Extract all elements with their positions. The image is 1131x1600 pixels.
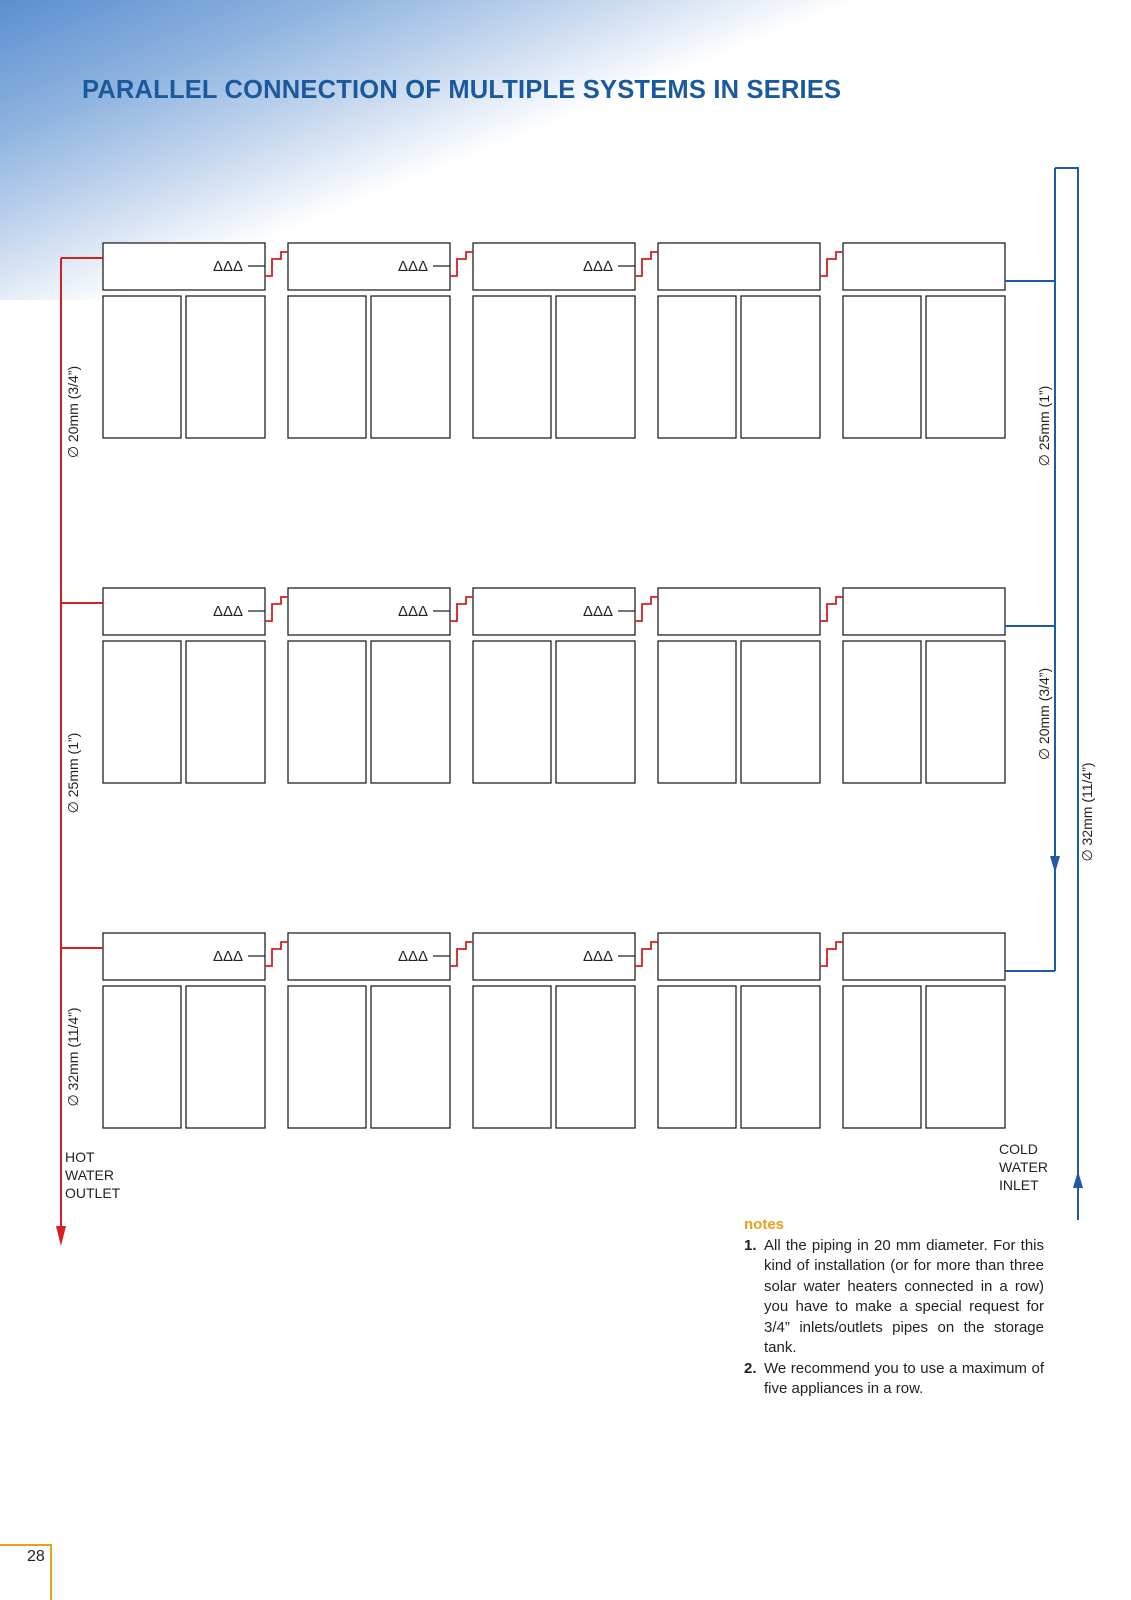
note-number: 2.: [744, 1359, 757, 1377]
collector-panel: [103, 986, 181, 1128]
notes-heading: notes: [744, 1216, 785, 1233]
storage-tank: [658, 933, 820, 980]
collector-panel: [843, 296, 921, 438]
tank-connector-pipe: [820, 252, 843, 276]
page-number-rule: [0, 1544, 52, 1546]
collector-panel: [741, 986, 820, 1128]
tank-connector-pipe: [265, 252, 288, 276]
collector-panel: [556, 641, 635, 783]
heater-symbol: ΔΔΔ: [398, 258, 429, 275]
collector-panel: [103, 641, 181, 783]
hot-outlet-arrow: [56, 1226, 66, 1246]
note-text: We recommend you to use a maximum of five appliances in a row.: [764, 1359, 1044, 1397]
heater-symbol: ΔΔΔ: [213, 258, 244, 275]
storage-tank: [843, 243, 1005, 290]
collector-panel: [288, 986, 366, 1128]
note-text: All the piping in 20 mm diameter. For this kind of installation (or for more than three solar water heaters connected in a row) you have to make a special request for 3/4” inlets/outlets pipes on the storage tank.: [764, 1236, 1044, 1356]
page-title: PARALLEL CONNECTION OF MULTIPLE SYSTEMS IN SERIES: [82, 76, 842, 104]
note-item: [744, 1359, 1044, 1400]
collector-panel: [186, 296, 265, 438]
hot-pipe-size-label: ∅ 25mm (1”): [65, 732, 81, 814]
heater-symbol: ΔΔΔ: [398, 948, 429, 965]
hot-water-outlet-label: HOT WATER OUTLET: [65, 1149, 121, 1201]
collector-panel: [658, 986, 736, 1128]
storage-tank: [658, 243, 820, 290]
collector-panel: [658, 641, 736, 783]
collector-panel: [371, 296, 450, 438]
units-layer: [103, 243, 1005, 1128]
storage-tank: [843, 933, 1005, 980]
heater-symbol: ΔΔΔ: [398, 603, 429, 620]
cold-water-inlet-label: COLD WATER INLET: [999, 1141, 1048, 1193]
main-cold-pipe-size-label: ∅ 32mm (11/4”): [1079, 762, 1095, 862]
storage-tank: [658, 588, 820, 635]
collector-panel: [926, 296, 1005, 438]
collector-panel: [288, 641, 366, 783]
collector-panel: [473, 641, 551, 783]
tank-connector-pipe: [635, 597, 658, 621]
tank-connector-pipe: [820, 942, 843, 966]
hot-pipe-size-label: ∅ 32mm (11/4”): [65, 1007, 81, 1107]
tank-connector-pipe: [450, 597, 473, 621]
tank-connector-pipe: [265, 942, 288, 966]
collector-panel: [926, 986, 1005, 1128]
page-number-rule: [50, 1545, 52, 1600]
collector-panel: [186, 641, 265, 783]
collector-panel: [473, 986, 551, 1128]
collector-panel: [103, 296, 181, 438]
page-number: 28: [27, 1548, 45, 1565]
collector-panel: [658, 296, 736, 438]
collector-panel: [741, 296, 820, 438]
heater-symbol: ΔΔΔ: [213, 603, 244, 620]
collector-panel: [288, 296, 366, 438]
heater-symbol: ΔΔΔ: [583, 603, 614, 620]
collector-panel: [843, 986, 921, 1128]
cold-pipe-size-label: ∅ 20mm (3/4”): [1036, 667, 1052, 761]
heater-symbol: ΔΔΔ: [213, 948, 244, 965]
collector-panel: [843, 641, 921, 783]
cold-pipe-size-label: ∅ 25mm (1”): [1036, 385, 1052, 467]
note-number: 1.: [744, 1236, 757, 1254]
tank-connector-pipe: [635, 942, 658, 966]
tank-connector-pipe: [450, 942, 473, 966]
hot-pipe-size-label: ∅ 20mm (3/4”): [65, 365, 81, 459]
tank-connector-pipe: [635, 252, 658, 276]
storage-tank: [843, 588, 1005, 635]
heater-symbol: ΔΔΔ: [583, 948, 614, 965]
collector-panel: [473, 296, 551, 438]
tank-connector-pipe: [450, 252, 473, 276]
cold-inlet-arrow: [1073, 1171, 1083, 1188]
collector-panel: [371, 986, 450, 1128]
collector-panel: [556, 296, 635, 438]
cold-main-pipe: [1055, 168, 1078, 1220]
collector-panel: [556, 986, 635, 1128]
cold-flow-arrow: [1050, 856, 1060, 873]
collector-panel: [186, 986, 265, 1128]
tank-connector-pipe: [265, 597, 288, 621]
notes-section: [744, 1215, 1044, 1400]
collector-panel: [926, 641, 1005, 783]
tank-connector-pipe: [820, 597, 843, 621]
note-item: [744, 1236, 1044, 1359]
collector-panel: [371, 641, 450, 783]
heater-symbol: ΔΔΔ: [583, 258, 614, 275]
collector-panel: [741, 641, 820, 783]
